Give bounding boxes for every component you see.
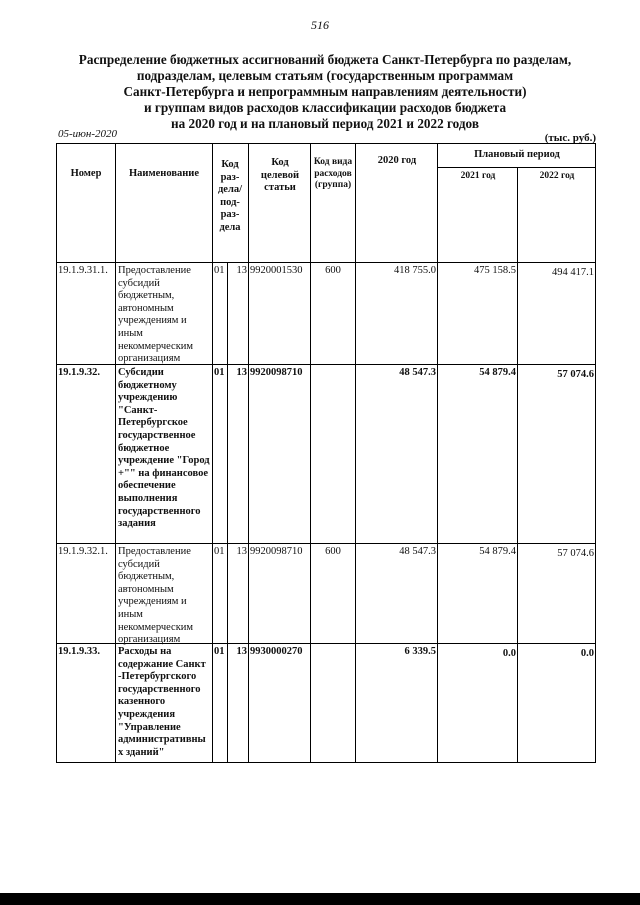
row-1-2022: 494 417.1 [552, 267, 594, 278]
header-name: Наименование [129, 168, 199, 179]
header-vid: Код вида расходов (группа) [313, 157, 353, 190]
row-1-2021: 475 158.5 [474, 265, 516, 276]
header-2021: 2021 год [460, 171, 496, 181]
row-1-target: 9920001530 [250, 265, 303, 276]
header-number: Номер [70, 168, 102, 179]
header-razdel: Код раз- дела/ под- раз- дела [217, 159, 243, 233]
document-title [40, 52, 610, 132]
row-1-name: Предоставление субсидий бюджетным, автономным учреждениям и иным некоммерческим организациям [118, 265, 194, 365]
document-date: 05-июн-2020 [58, 128, 118, 140]
row-2-2021: 54 879.4 [479, 367, 516, 378]
row-3-2021: 54 879.4 [479, 546, 516, 557]
units-label: (тыс. руб.) [544, 132, 596, 144]
row-3-2022: 57 074.6 [557, 548, 594, 559]
row-3-number: 19.1.9.32.1. [58, 546, 108, 557]
row-2-target: 9920098710 [250, 367, 303, 378]
row-3-vid: 600 [325, 546, 341, 557]
scan-edge-bar [0, 893, 640, 905]
row-2-podrazdel: 13 [236, 367, 247, 378]
row-4-2021: 0.0 [502, 648, 516, 659]
row-3-2020: 48 547.3 [399, 546, 436, 557]
row-2-name: Субсидии бюджетному учреждению "Санкт-Петербургское государственное бюджетное учреждение "Город +"" на финансовое обеспечение выполнения государственного задания [118, 367, 210, 530]
row-4-razdel: 01 [214, 646, 225, 657]
row-1-vid: 600 [325, 265, 341, 276]
row-2-2022: 57 074.6 [557, 369, 594, 380]
header-plan-period: Плановый период [474, 149, 560, 160]
row-3-razdel: 01 [214, 546, 225, 557]
row-4-target: 9930000270 [250, 646, 303, 657]
row-4-name: Расходы на содержание Санкт -Петербургского государственного казенного учреждения "Управление административны х зданий" [118, 646, 206, 758]
title-line-4: и группам видов расходов классификации расходов бюджета [143, 100, 507, 115]
row-4-2022: 0.0 [580, 648, 594, 659]
row-3-target: 9920098710 [250, 546, 303, 557]
budget-table [56, 143, 596, 763]
row-1-podrazdel: 13 [236, 265, 247, 276]
row-2-2020: 48 547.3 [399, 367, 436, 378]
row-4-podrazdel: 13 [236, 646, 247, 657]
page-number: 516 [311, 18, 329, 32]
row-3-name: Предоставление субсидий бюджетным, автономным учреждениям и иным некоммерческим организациям [118, 546, 194, 646]
title-line-1: Распределение бюджетных ассигнований бюджета Санкт-Петербурга по разделам, [78, 52, 572, 67]
row-1-2020: 418 755.0 [394, 265, 436, 276]
header-2022: 2022 год [539, 171, 575, 181]
title-line-5: на 2020 год и на плановый период 2021 и 2022 годов [171, 116, 479, 131]
row-1-number: 19.1.9.31.1. [58, 265, 108, 276]
header-target: Код целевой статьи [260, 157, 300, 193]
row-4-2020: 6 339.5 [404, 646, 436, 657]
row-3-podrazdel: 13 [236, 546, 247, 557]
header-2020: 2020 год [377, 155, 417, 166]
row-2-razdel: 01 [214, 367, 225, 378]
title-line-2: подразделам, целевым статьям (государственным программам [136, 68, 514, 83]
row-1-razdel: 01 [214, 265, 225, 276]
row-2-number: 19.1.9.32. [58, 367, 100, 378]
row-4-number: 19.1.9.33. [58, 646, 100, 657]
title-line-3: Санкт-Петербурга и непрограммным направлениям деятельности) [123, 84, 527, 99]
